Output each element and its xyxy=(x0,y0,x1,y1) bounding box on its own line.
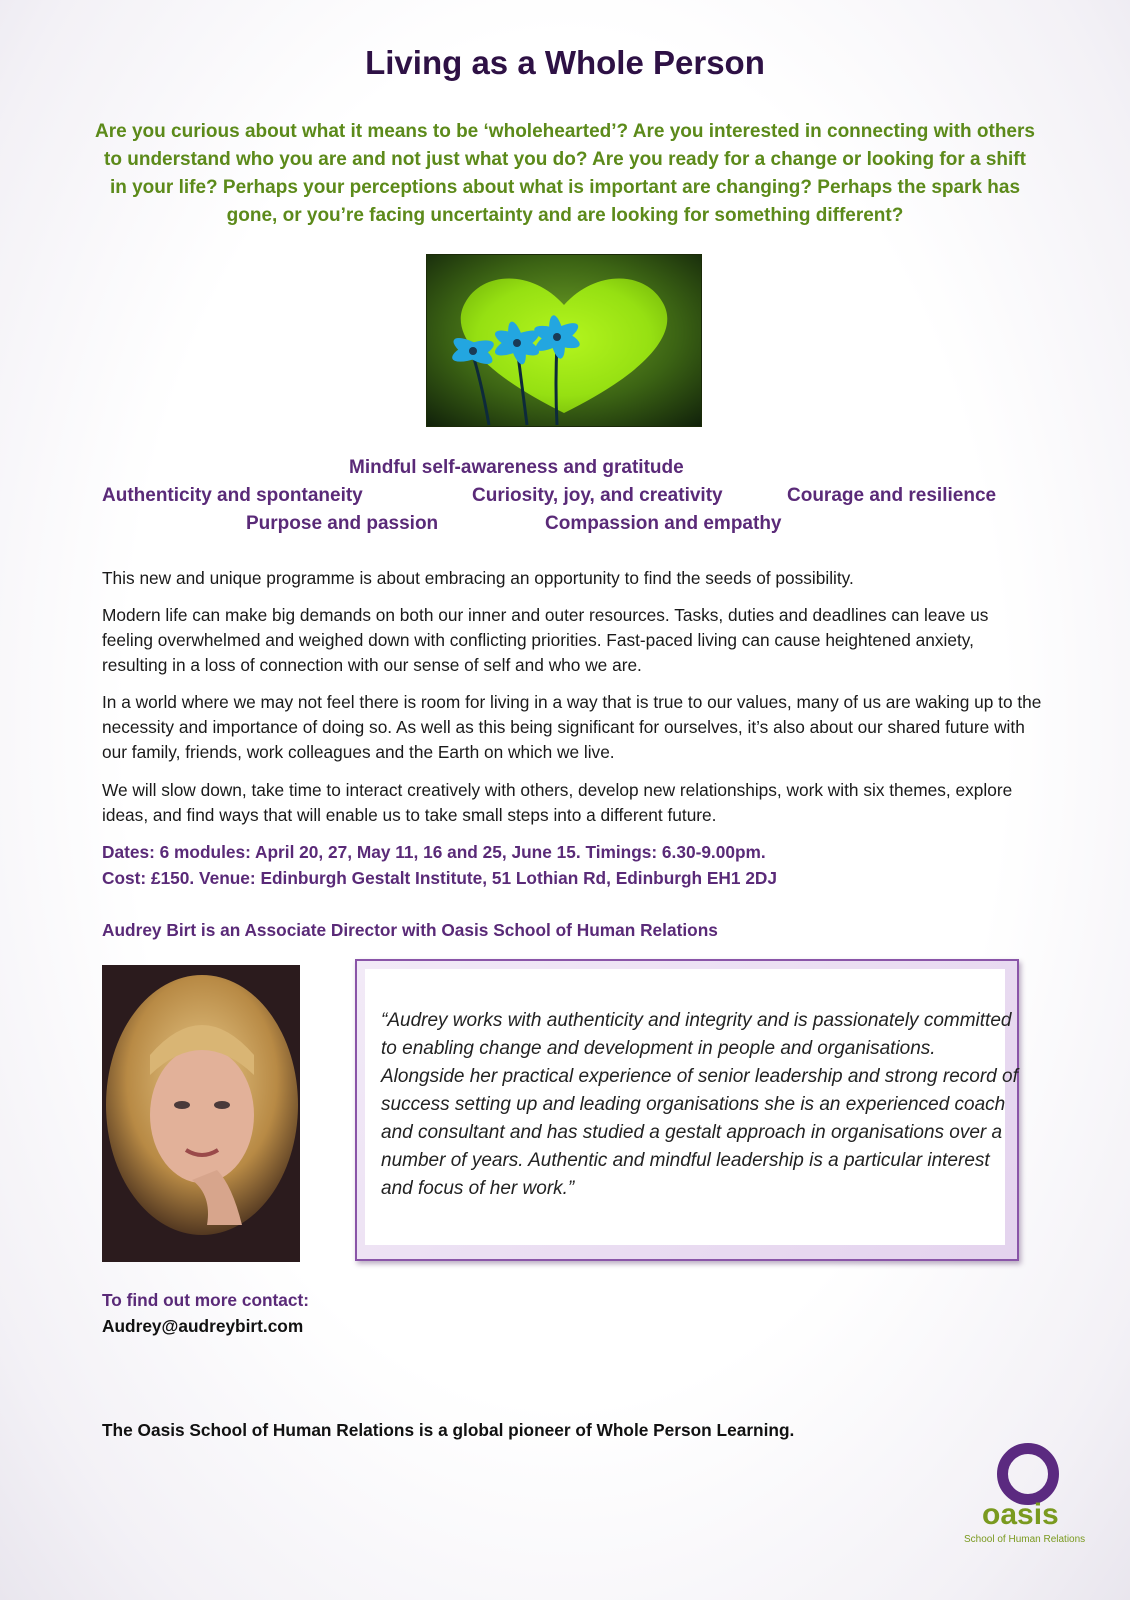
theme-item: Courage and resilience xyxy=(787,485,997,506)
footer-statement: The Oasis School of Human Relations is a global pioneer of Whole Person Learning. xyxy=(102,1420,795,1440)
intro-questions: Are you curious about what it means to be ‘wholehearted’? Are you interested in connecting with others to understand who you are and not just what you do? Are you ready for a change or looking for a shift in your life? Perhaps your perceptions about what is important are changing? Perhaps the spark has gone, or you’re facing uncertainty and are looking for something different? xyxy=(95,121,1035,226)
logo-wordmark: oasis xyxy=(982,1498,1059,1531)
heart-flowers-image xyxy=(426,254,702,427)
theme-item: Curiosity, joy, and creativity xyxy=(472,485,723,506)
body-paragraph: In a world where we may not feel there is room for living in a way that is true to our values, many of us are waking up to the necessity and importance of doing so. As well as this being significant for ourselves, it’s also about our shared future with our family, friends, work colleagues and the Earth on which we live. xyxy=(102,692,1042,762)
theme-item: Purpose and passion xyxy=(246,513,439,534)
body-paragraph: We will slow down, take time to interact creatively with others, develop new relationships, work with six themes, explore ideas, and find ways that will enable us to take small steps into a different future. xyxy=(102,780,1013,825)
logo-tagline: School of Human Relations xyxy=(964,1534,1086,1545)
facilitator-photo xyxy=(102,965,300,1262)
cost-venue-info: Cost: £150. Venue: Edinburgh Gestalt Institute, 51 Lothian Rd, Edinburgh EH1 2DJ xyxy=(102,868,778,888)
body-paragraph: Modern life can make big demands on both our inner and outer resources. Tasks, duties and deadlines can leave us feeling overwhelmed and weighed down with conflicting priorities. Fast-paced living can cause heightened anxiety, resulting in a loss of connection with our sense of self and who we are. xyxy=(102,605,989,675)
theme-item: Compassion and empathy xyxy=(545,513,782,534)
theme-item: Mindful self-awareness and gratitude xyxy=(349,457,684,478)
testimonial-box xyxy=(355,959,1019,1261)
logo-ring-icon xyxy=(997,1443,1059,1505)
contact-email-link[interactable]: Audrey@audreybirt.com xyxy=(102,1316,304,1336)
body-paragraph: This new and unique programme is about embracing an opportunity to find the seeds of possibility. xyxy=(102,568,854,588)
contact-label: To find out more contact: xyxy=(102,1290,310,1310)
theme-item: Authenticity and spontaneity xyxy=(102,485,363,506)
testimonial-quote: “Audrey works with authenticity and integrity and is passionately committed to enabling change and development in people and organisations. Alongside her practical experience of senior leadership and strong record of success setting up and leading organisations she is an experienced coach and consultant and has studied a gestalt approach in organisations over a number of years. Authentic and mindful leadership is a particular interest and focus of her work.” xyxy=(381,1010,1018,1199)
dates-info: Dates: 6 modules: April 20, 27, May 11, 16 and 25, June 15. Timings: 6.30-9.00pm. xyxy=(102,842,766,862)
oasis-logo xyxy=(960,1440,1100,1560)
facilitator-intro: Audrey Birt is an Associate Director with Oasis School of Human Relations xyxy=(102,920,718,940)
page-title: Living as a Whole Person xyxy=(365,44,765,81)
